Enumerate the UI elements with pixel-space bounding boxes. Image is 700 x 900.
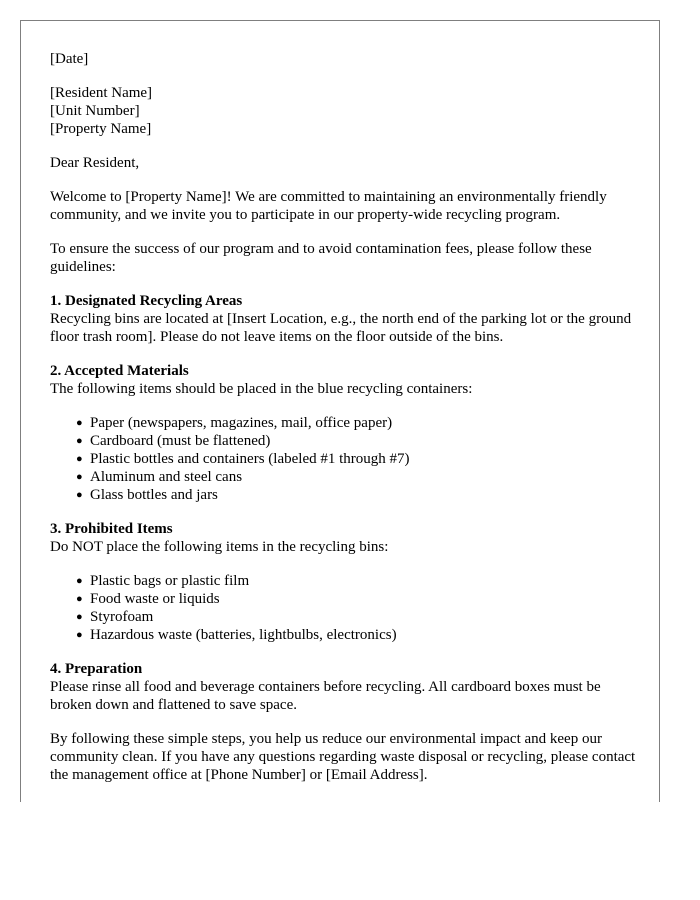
list-item [76, 414, 640, 432]
greeting: Dear Resident, [50, 155, 140, 171]
guidelines-intro: To ensure the success of our program and to avoid contamination fees, please follow these guidelines: [50, 241, 592, 275]
list-item-text: Styrofoam [90, 609, 154, 625]
bullet-icon: ● [76, 629, 83, 641]
section-text: Recycling bins are located at [Insert Location, e.g., the north end of the parking lot or the ground floor trash room]. Please do not leave items on the floor outside of the bins. [50, 311, 632, 345]
section-text: Do NOT place the following items in the recycling bins: [50, 539, 389, 555]
greeting-block [50, 154, 640, 172]
list-item [76, 626, 640, 644]
list-item [76, 572, 640, 590]
date: [Date] [50, 51, 89, 67]
section-title: 3. Prohibited Items [50, 521, 173, 537]
section-preparation [50, 660, 640, 714]
list-item-text: Paper (newspapers, magazines, mail, office paper) [90, 415, 393, 431]
accepted-materials-list [50, 414, 640, 504]
bullet-icon: ● [76, 489, 83, 501]
bullet-icon: ● [76, 453, 83, 465]
letter-page [20, 20, 660, 802]
list-item-text: Aluminum and steel cans [90, 469, 243, 485]
list-item-text: Plastic bags or plastic film [90, 573, 250, 589]
property-name: [Property Name] [50, 121, 152, 137]
bullet-icon: ● [76, 435, 83, 447]
unit-number: [Unit Number] [50, 103, 140, 119]
list-item [76, 468, 640, 486]
list-item-text: Glass bottles and jars [90, 487, 218, 503]
resident-name: [Resident Name] [50, 85, 153, 101]
guidelines-intro-block [50, 240, 640, 276]
intro-paragraph: Welcome to [Property Name]! We are committed to maintaining an environmentally friendly community, and we invite you to participate in our property-wide recycling program. [50, 189, 607, 223]
date-line [50, 50, 640, 68]
list-item-text: Hazardous waste (batteries, lightbulbs, electronics) [90, 627, 397, 643]
list-item [76, 432, 640, 450]
section-prohibited-items [50, 520, 640, 644]
recipient-address [50, 84, 640, 138]
list-item [76, 486, 640, 504]
list-item-text: Cardboard (must be flattened) [90, 433, 271, 449]
list-item [76, 590, 640, 608]
section-designated-areas [50, 292, 640, 346]
list-item [76, 608, 640, 626]
prohibited-items-list [50, 572, 640, 644]
intro-paragraph-block [50, 188, 640, 224]
section-title: 4. Preparation [50, 661, 143, 677]
section-title: 1. Designated Recycling Areas [50, 293, 243, 309]
section-accepted-materials [50, 362, 640, 504]
list-item-text: Plastic bottles and containers (labeled #1 through #7) [90, 451, 410, 467]
letter-body [50, 50, 640, 800]
list-item-text: Food waste or liquids [90, 591, 220, 607]
bullet-icon: ● [76, 471, 83, 483]
section-text: Please rinse all food and beverage containers before recycling. All cardboard boxes must be broken down and flattened to save space. [50, 679, 601, 713]
section-text: The following items should be placed in the blue recycling containers: [50, 381, 473, 397]
bullet-icon: ● [76, 575, 83, 587]
bullet-icon: ● [76, 593, 83, 605]
section-title: 2. Accepted Materials [50, 363, 189, 379]
closing-paragraph-block [50, 730, 640, 784]
bullet-icon: ● [76, 611, 83, 623]
list-item [76, 450, 640, 468]
closing-paragraph: By following these simple steps, you help us reduce our environmental impact and keep our community clean. If you have any questions regarding waste disposal or recycling, please contact the management office at [Phone Number] or [Email Address]. [50, 731, 636, 783]
bullet-icon: ● [76, 417, 83, 429]
